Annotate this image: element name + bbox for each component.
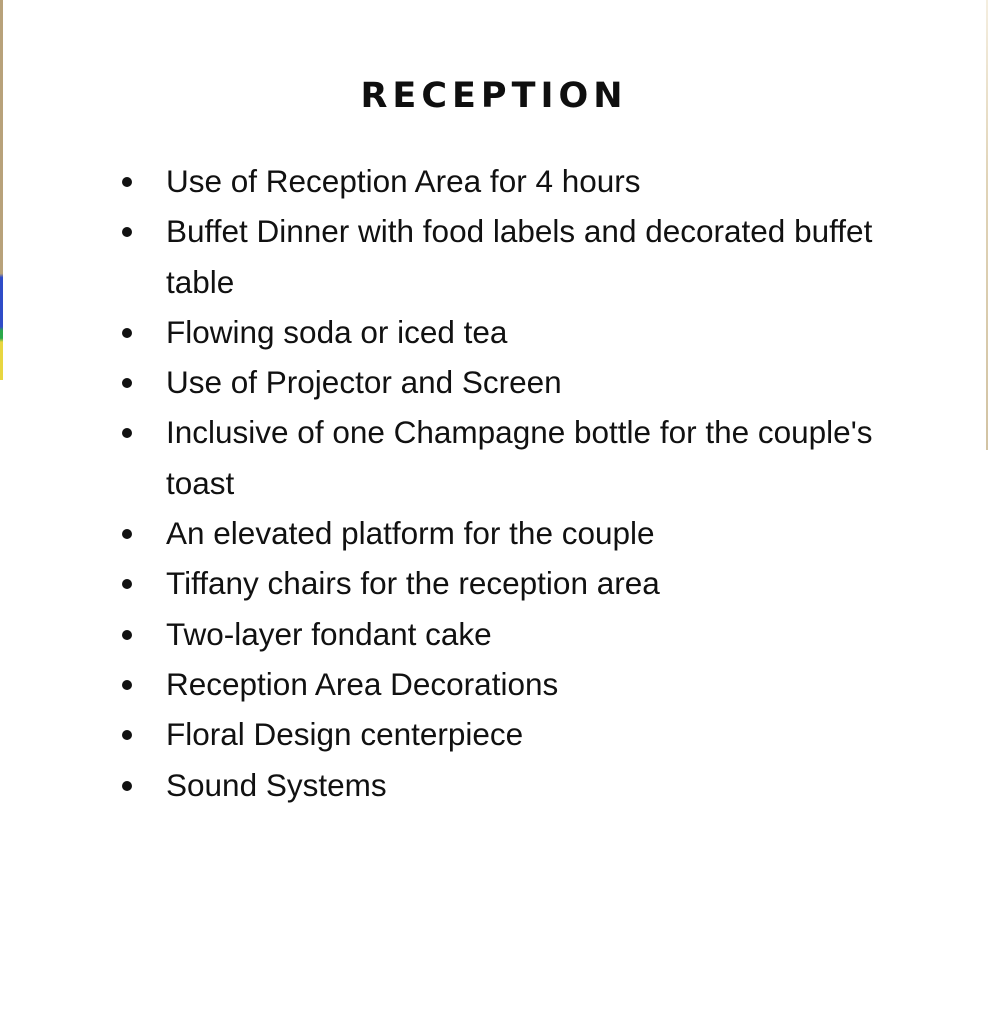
list-item xyxy=(118,760,878,810)
bullet-icon xyxy=(122,328,132,338)
list-item-text: Use of Reception Area for 4 hours xyxy=(166,163,641,199)
list-item-text: Reception Area Decorations xyxy=(166,665,559,702)
list-item-text: Flowing soda or iced tea xyxy=(166,313,508,350)
list-item xyxy=(118,206,878,307)
list-item xyxy=(118,307,878,357)
list-item xyxy=(118,659,878,709)
bullet-icon xyxy=(122,781,132,791)
bullet-icon xyxy=(122,378,132,388)
list-item-text: Floral Design centerpiece xyxy=(166,716,524,753)
bullet-icon xyxy=(122,227,132,237)
left-edge-strip xyxy=(0,0,3,380)
list-item-text: Inclusive of one Champagne bottle for the couple's toast xyxy=(166,414,873,501)
list-item-text: Tiffany chairs for the reception area xyxy=(166,565,660,602)
list-item xyxy=(118,357,878,407)
list-item xyxy=(118,558,878,608)
list-item-text: Sound Systems xyxy=(166,766,387,803)
bullet-icon xyxy=(122,680,132,690)
bullet-icon xyxy=(122,529,132,539)
list-item xyxy=(118,609,878,659)
list-item-text: An elevated platform for the couple xyxy=(166,515,655,552)
bullet-icon xyxy=(122,428,132,438)
list-item xyxy=(118,709,878,759)
list-item xyxy=(118,156,878,206)
inclusions-list xyxy=(118,156,878,810)
bullet-icon xyxy=(122,730,132,740)
list-item xyxy=(118,508,878,558)
list-item-text: Two-layer fondant cake xyxy=(166,615,492,652)
bullet-icon xyxy=(122,579,132,589)
list-item-text: Buffet Dinner with food labels and decorated buffet table xyxy=(166,213,873,300)
page-title: RECEPTION xyxy=(360,76,628,116)
list-item-text: Use of Projector and Screen xyxy=(166,364,562,401)
bullet-icon xyxy=(122,630,132,640)
list-item xyxy=(118,407,878,508)
bullet-icon xyxy=(122,177,132,187)
